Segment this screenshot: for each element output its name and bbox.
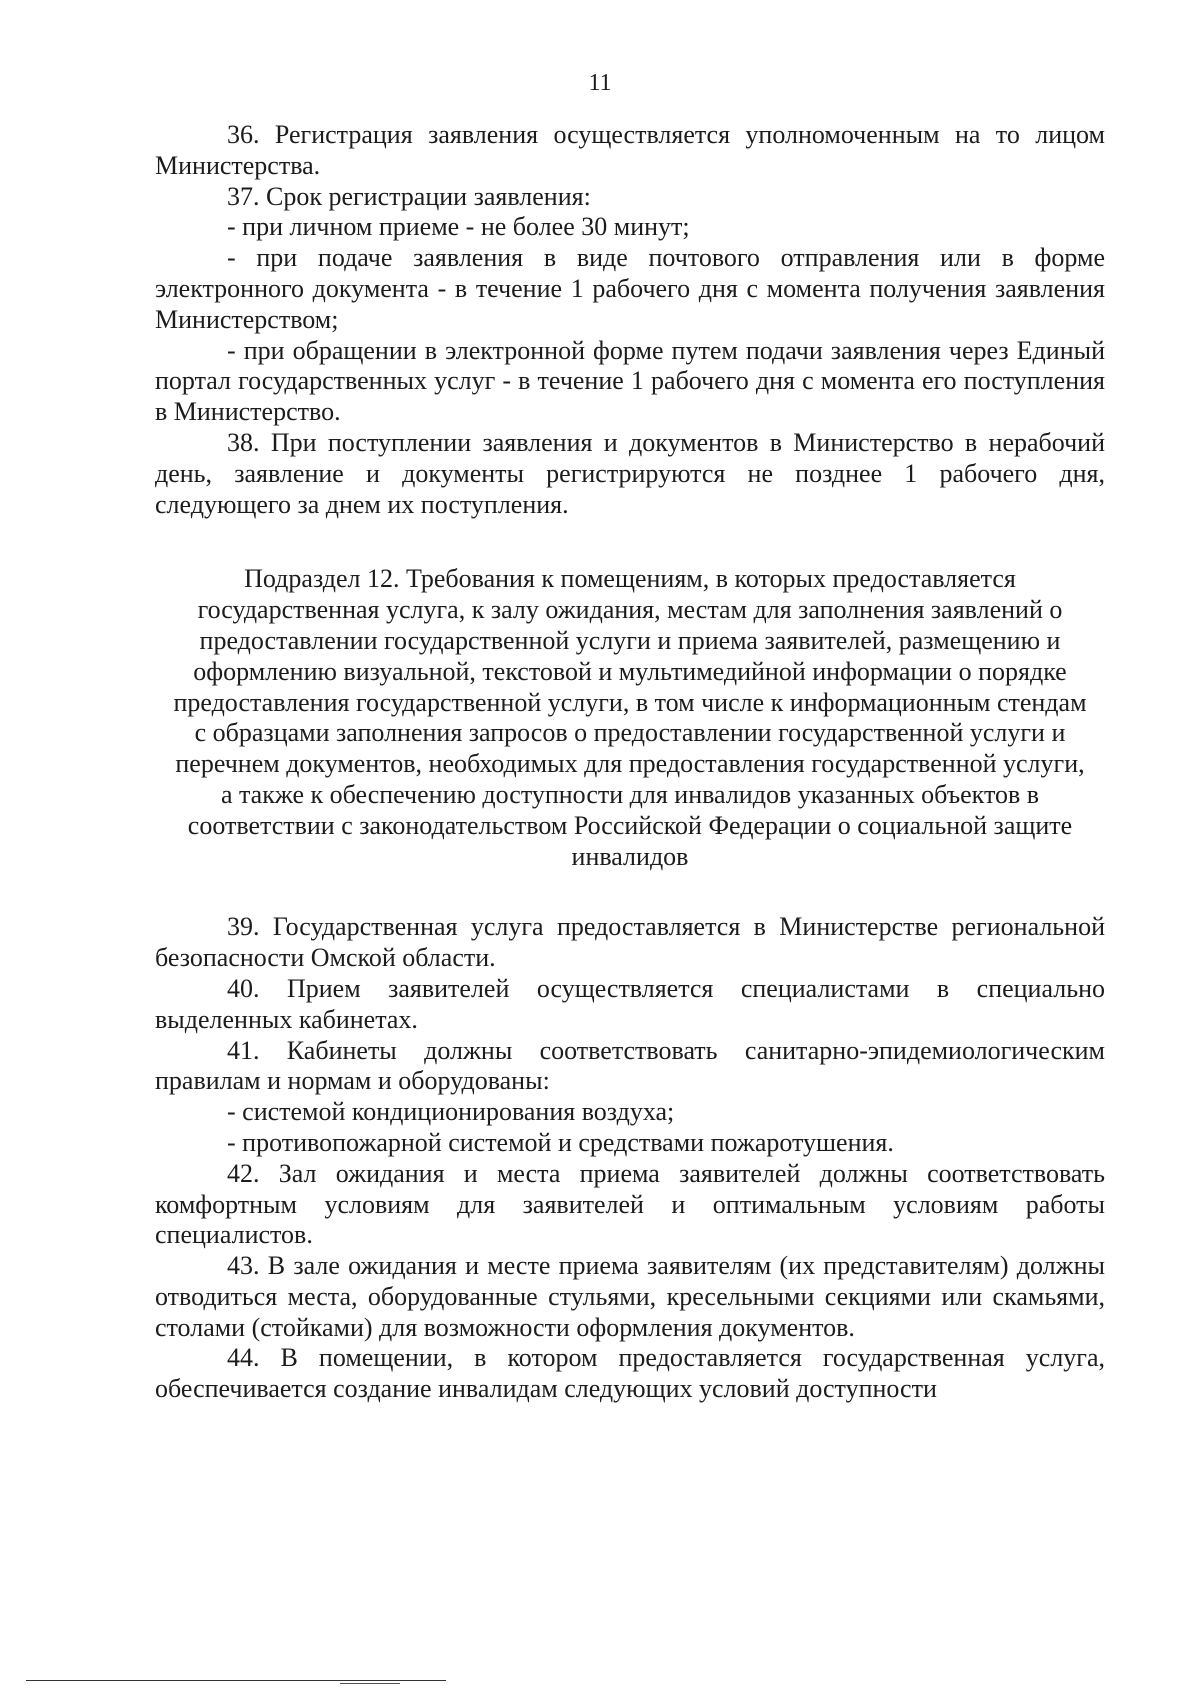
paragraph-40: 40. Прием заявителей осуществляется специалистами в специально выделенных кабинетах. — [155, 973, 1105, 1034]
paragraph-44: 44. В помещении, в котором предоставляется государственная услуга, обеспечивается создание инвалидам следующих условий доступности — [155, 1343, 1105, 1404]
paragraph-36: 36. Регистрация заявления осуществляется уполномоченным на то лицом Министерства. — [155, 120, 1105, 180]
paragraph-37: 37. Срок регистрации заявления: — [227, 181, 591, 211]
list-item-electronic-submission: - при обращении в электронной форме путем подачи заявления через Единый портал государственных услуг - в течение 1 рабочего дня с момента его поступления в Министерство. — [155, 335, 1105, 427]
list-item-air-conditioning: - системой кондиционирования воздуха; — [227, 1097, 675, 1127]
list-item-postal-submission: - при подаче заявления в виде почтового отправления или в форме электронного документа - в течение 1 рабочего дня с момента получения заявления Министерством; — [155, 243, 1105, 334]
document-body — [155, 120, 1105, 1405]
footer-rule-fragment — [340, 1683, 400, 1684]
paragraph-41: 41. Кабинеты должны соответствовать санитарно-эпидемиологическим правилам и нормам и оборудованы: — [155, 1035, 1105, 1096]
paragraph-43: 43. В зале ожидания и месте приема заявителям (их представителям) должны отводиться места, оборудованные стульями, кресельными секциями или скамьями, столами (стойками) для возможности оформления документов. — [155, 1251, 1105, 1342]
section-heading: Подраздел 12. Требования к помещениям, в которых предоставляется государственная услуга, к залу ожидания, местам для заполнения заявлений о предоставлении государственной услуги и приема заявителей, размещению и оформлению визуальной, текстовой и мультимедийной информации о порядке предоставления государственной услуги, в том числе к информационным стендам с образцами заполнения запросов о предоставлении государственной услуги и перечнем документов, необходимых для предоставления государственной услуги, а также к обеспечению доступности для инвалидов указанных объектов в соответствии с законодательством Российской Федерации о социальной защите инвалидов — [173, 564, 1087, 871]
paragraph-42: 42. Зал ожидания и места приема заявителей должны соответствовать комфортным условиям для заявителей и оптимальным условиям работы специалистов. — [155, 1158, 1105, 1250]
paragraph-38: 38. При поступлении заявления и документов в Министерство в нерабочий день, заявление и документы регистрируются не позднее 1 рабочего дня, следующего за днем их поступления. — [155, 427, 1105, 519]
list-item-personal-reception: - при личном приеме - не более 30 минут; — [227, 212, 690, 242]
paragraph-39: 39. Государственная услуга предоставляется в Министерстве региональной безопасности Омской области. — [155, 912, 1105, 973]
list-item-fire-system: - противопожарной системой и средствами пожаротушения. — [227, 1127, 894, 1157]
footer-rule — [26, 1680, 446, 1681]
page-number: 11 — [588, 70, 612, 96]
